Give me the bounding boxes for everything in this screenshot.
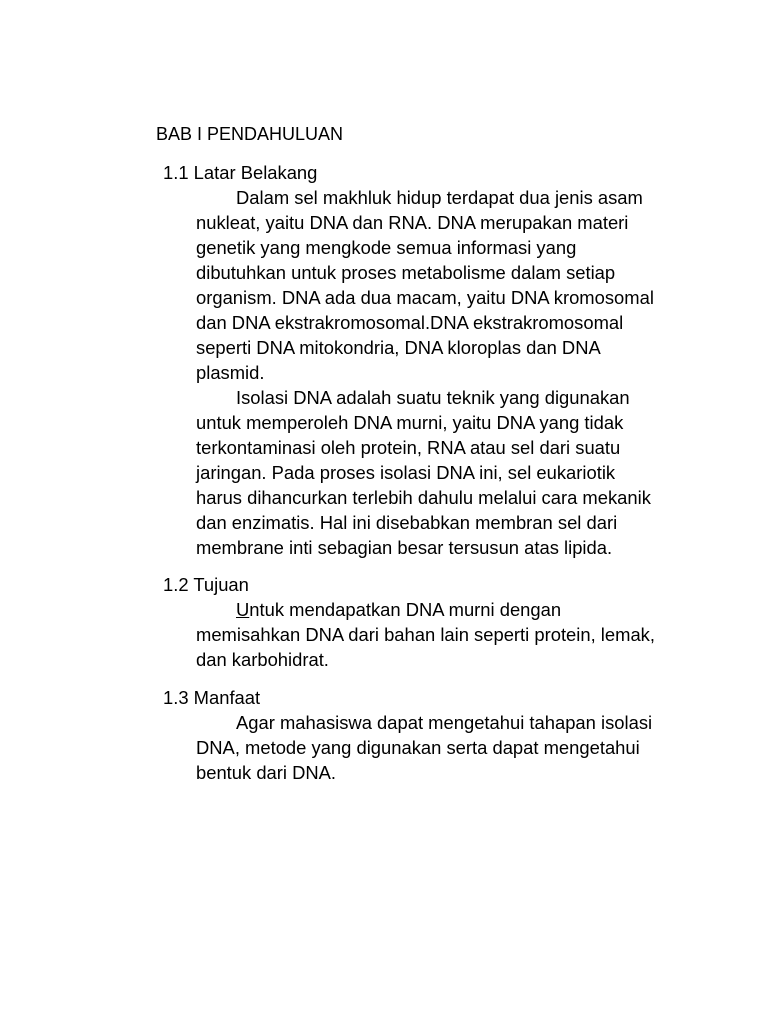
paragraph <box>156 710 676 785</box>
text-line: dibutuhkan untuk proses metabolisme dalam setiap <box>196 262 616 283</box>
text-line: jaringan. Pada proses isolasi DNA ini, sel eukariotik <box>196 462 616 483</box>
section-tujuan <box>156 572 676 672</box>
underlined-initial: U <box>236 599 250 620</box>
text-line: untuk memperoleh DNA murni, yaitu DNA yang tidak <box>196 412 624 433</box>
text-line: terkontaminasi oleh protein, RNA atau sel dari suatu <box>196 437 621 458</box>
section-heading: 1.1 Latar Belakang <box>163 162 318 183</box>
text-line: Isolasi DNA adalah suatu teknik yang digunakan <box>236 387 630 408</box>
text-line: nukleat, yaitu DNA dan RNA. DNA merupakan materi <box>196 212 629 233</box>
paragraph <box>156 185 676 385</box>
section-manfaat <box>156 685 676 785</box>
text-line: harus dihancurkan terlebih dahulu melalui cara mekanik <box>196 487 651 508</box>
text-line: plasmid. <box>196 362 265 383</box>
text-line: Agar mahasiswa dapat mengetahui tahapan isolasi <box>236 712 653 733</box>
text-line: Dalam sel makhluk hidup terdapat dua jenis asam <box>236 187 643 208</box>
text-line-rest: ntuk mendapatkan DNA murni dengan <box>249 599 562 620</box>
paragraph <box>156 385 676 560</box>
text-line: bentuk dari DNA. <box>196 762 337 783</box>
chapter-title: BAB I PENDAHULUAN <box>156 124 344 144</box>
text-line: memisahkan DNA dari bahan lain seperti protein, lemak, <box>196 624 655 645</box>
text-line: dan DNA ekstrakromosomal.DNA ekstrakromosomal <box>196 312 624 333</box>
section-latar-belakang <box>156 160 676 560</box>
paragraph <box>156 597 676 672</box>
text-line: organism. DNA ada dua macam, yaitu DNA kromosomal <box>196 287 654 308</box>
text-line: genetik yang mengkode semua informasi yang <box>196 237 577 258</box>
section-heading: 1.3 Manfaat <box>163 687 261 708</box>
text-line: dan enzimatis. Hal ini disebabkan membran sel dari <box>196 512 618 533</box>
text-line <box>156 597 676 622</box>
text-line: membrane inti sebagian besar tersusun atas lipida. <box>196 537 613 558</box>
text-line: seperti DNA mitokondria, DNA kloroplas dan DNA <box>196 337 601 358</box>
text-line: dan karbohidrat. <box>196 649 329 670</box>
section-heading: 1.2 Tujuan <box>163 574 249 595</box>
text-line: DNA, metode yang digunakan serta dapat mengetahui <box>196 737 640 758</box>
